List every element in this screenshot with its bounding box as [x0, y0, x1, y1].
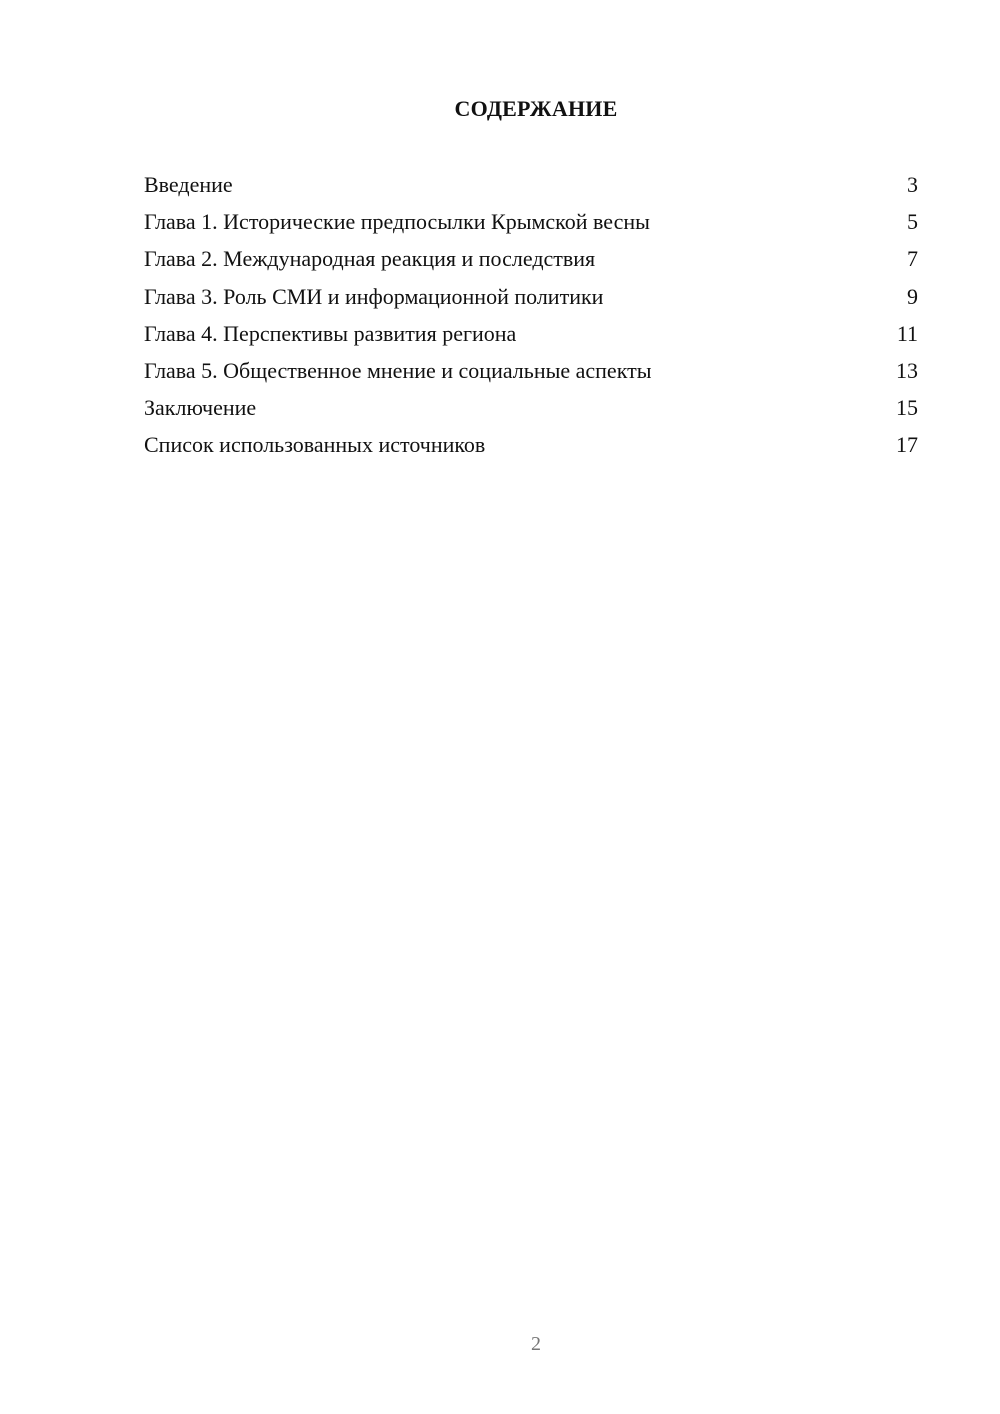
toc-entry-page: 9 — [907, 283, 918, 309]
toc-entry-page: 11 — [896, 320, 918, 346]
page-title: СОДЕРЖАНИЕ — [454, 96, 618, 121]
toc-entry-chapter-3 — [144, 278, 918, 315]
toc-entry-chapter-2 — [144, 240, 918, 277]
toc-entry-label: Глава 5. Общественное мнение и социальные аспекты — [144, 357, 652, 383]
toc-entry-chapter-5 — [144, 352, 918, 389]
toc-entry-page: 13 — [896, 357, 918, 383]
toc-entry-chapter-4 — [144, 315, 918, 352]
table-of-contents — [144, 166, 918, 464]
toc-entry-label: Список использованных источников — [144, 432, 486, 458]
toc-entry-label: Глава 3. Роль СМИ и информационной политики — [144, 283, 604, 309]
toc-entry-references — [144, 426, 918, 463]
toc-entry-page: 17 — [896, 432, 918, 458]
toc-entry-conclusion — [144, 389, 918, 426]
toc-entry-introduction — [144, 166, 918, 203]
page-number: 2 — [531, 1333, 541, 1355]
toc-entry-label: Введение — [144, 172, 233, 197]
toc-entry-chapter-1 — [144, 203, 918, 240]
toc-entry-label: Глава 4. Перспективы развития региона — [144, 320, 517, 346]
toc-entry-page: 7 — [907, 246, 918, 272]
toc-entry-page: 5 — [907, 209, 918, 235]
toc-entry-label: Глава 2. Международная реакция и последствия — [144, 246, 596, 272]
toc-entry-label: Глава 1. Исторические предпосылки Крымской весны — [144, 209, 650, 235]
toc-entry-page: 3 — [907, 172, 918, 197]
toc-entry-label: Заключение — [144, 395, 257, 421]
toc-entry-page: 15 — [896, 395, 918, 421]
